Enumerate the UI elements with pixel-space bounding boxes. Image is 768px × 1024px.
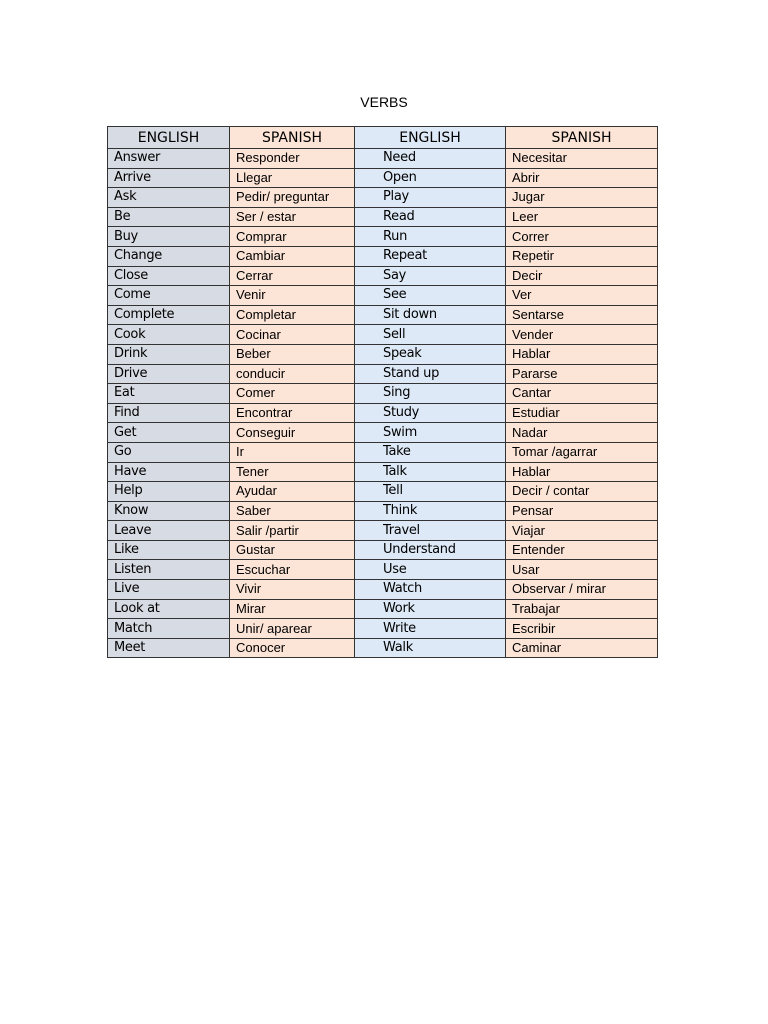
table-row bbox=[108, 482, 658, 502]
spanish-verb-cell: Ir bbox=[230, 442, 355, 462]
english-verb-cell: Watch bbox=[355, 580, 506, 600]
spanish-verb-cell: Repetir bbox=[506, 246, 658, 266]
spanish-verb-cell: Leer bbox=[506, 207, 658, 227]
spanish-verb-cell: Pedir/ preguntar bbox=[230, 188, 355, 208]
spanish-verb-cell: Tener bbox=[230, 462, 355, 482]
table-row bbox=[108, 286, 658, 306]
english-verb-cell: Talk bbox=[355, 462, 506, 482]
spanish-verb-cell: Vivir bbox=[230, 580, 355, 600]
english-verb-cell: Change bbox=[108, 246, 230, 266]
table-row bbox=[108, 227, 658, 247]
spanish-verb-cell: Vender bbox=[506, 325, 658, 345]
spanish-verb-cell: Unir/ aparear bbox=[230, 619, 355, 639]
english-verb-cell: See bbox=[355, 286, 506, 306]
spanish-verb-cell: Responder bbox=[230, 149, 355, 169]
english-verb-cell: Walk bbox=[355, 638, 506, 658]
spanish-verb-cell: Entender bbox=[506, 540, 658, 560]
english-verb-cell: Travel bbox=[355, 521, 506, 541]
english-verb-cell: Live bbox=[108, 580, 230, 600]
table-row bbox=[108, 638, 658, 658]
spanish-verb-cell: Conocer bbox=[230, 638, 355, 658]
spanish-verb-cell: Cantar bbox=[506, 384, 658, 404]
spanish-verb-cell: Usar bbox=[506, 560, 658, 580]
english-verb-cell: Drink bbox=[108, 344, 230, 364]
table-row bbox=[108, 540, 658, 560]
table-row bbox=[108, 149, 658, 169]
english-verb-cell: Find bbox=[108, 403, 230, 423]
english-verb-cell: Match bbox=[108, 619, 230, 639]
english-verb-cell: Open bbox=[355, 168, 506, 188]
spanish-verb-cell: Comer bbox=[230, 384, 355, 404]
spanish-verb-cell: Trabajar bbox=[506, 599, 658, 619]
spanish-verb-cell: Tomar /agarrar bbox=[506, 442, 658, 462]
spanish-verb-cell: Mirar bbox=[230, 599, 355, 619]
spanish-verb-cell: Caminar bbox=[506, 638, 658, 658]
page-title: VERBS bbox=[360, 94, 408, 110]
english-verb-cell: Write bbox=[355, 619, 506, 639]
english-verb-cell: Listen bbox=[108, 560, 230, 580]
header-english-1: ENGLISH bbox=[108, 127, 230, 149]
table-row bbox=[108, 325, 658, 345]
header-spanish-2: SPANISH bbox=[506, 127, 658, 149]
spanish-verb-cell: Beber bbox=[230, 344, 355, 364]
english-verb-cell: Read bbox=[355, 207, 506, 227]
spanish-verb-cell: Nadar bbox=[506, 423, 658, 443]
spanish-verb-cell: Decir bbox=[506, 266, 658, 286]
english-verb-cell: Need bbox=[355, 149, 506, 169]
english-verb-cell: Eat bbox=[108, 384, 230, 404]
header-english-2: ENGLISH bbox=[355, 127, 506, 149]
spanish-verb-cell: Estudiar bbox=[506, 403, 658, 423]
spanish-verb-cell: Observar / mirar bbox=[506, 580, 658, 600]
spanish-verb-cell: Llegar bbox=[230, 168, 355, 188]
english-verb-cell: Swim bbox=[355, 423, 506, 443]
english-verb-cell: Play bbox=[355, 188, 506, 208]
table-row bbox=[108, 521, 658, 541]
spanish-verb-cell: Salir /partir bbox=[230, 521, 355, 541]
english-verb-cell: Like bbox=[108, 540, 230, 560]
english-verb-cell: Study bbox=[355, 403, 506, 423]
table-row bbox=[108, 462, 658, 482]
table-row bbox=[108, 364, 658, 384]
table-row bbox=[108, 384, 658, 404]
spanish-verb-cell: Pararse bbox=[506, 364, 658, 384]
spanish-verb-cell: Escuchar bbox=[230, 560, 355, 580]
english-verb-cell: Speak bbox=[355, 344, 506, 364]
english-verb-cell: Work bbox=[355, 599, 506, 619]
english-verb-cell: Know bbox=[108, 501, 230, 521]
table-row bbox=[108, 423, 658, 443]
english-verb-cell: Leave bbox=[108, 521, 230, 541]
table-row bbox=[108, 305, 658, 325]
english-verb-cell: Arrive bbox=[108, 168, 230, 188]
english-verb-cell: Look at bbox=[108, 599, 230, 619]
english-verb-cell: Tell bbox=[355, 482, 506, 502]
english-verb-cell: Use bbox=[355, 560, 506, 580]
spanish-verb-cell: Correr bbox=[506, 227, 658, 247]
table-row bbox=[108, 560, 658, 580]
english-verb-cell: Ask bbox=[108, 188, 230, 208]
english-verb-cell: Complete bbox=[108, 305, 230, 325]
spanish-verb-cell: Cocinar bbox=[230, 325, 355, 345]
table-row bbox=[108, 344, 658, 364]
table-row bbox=[108, 501, 658, 521]
english-verb-cell: Repeat bbox=[355, 246, 506, 266]
table-row bbox=[108, 619, 658, 639]
spanish-verb-cell: Hablar bbox=[506, 462, 658, 482]
english-verb-cell: Think bbox=[355, 501, 506, 521]
english-verb-cell: Be bbox=[108, 207, 230, 227]
english-verb-cell: Close bbox=[108, 266, 230, 286]
english-verb-cell: Get bbox=[108, 423, 230, 443]
spanish-verb-cell: conducir bbox=[230, 364, 355, 384]
spanish-verb-cell: Conseguir bbox=[230, 423, 355, 443]
spanish-verb-cell: Escribir bbox=[506, 619, 658, 639]
table-row bbox=[108, 188, 658, 208]
english-verb-cell: Go bbox=[108, 442, 230, 462]
header-spanish-1: SPANISH bbox=[230, 127, 355, 149]
spanish-verb-cell: Decir / contar bbox=[506, 482, 658, 502]
table-row bbox=[108, 403, 658, 423]
english-verb-cell: Drive bbox=[108, 364, 230, 384]
english-verb-cell: Sell bbox=[355, 325, 506, 345]
spanish-verb-cell: Jugar bbox=[506, 188, 658, 208]
spanish-verb-cell: Cerrar bbox=[230, 266, 355, 286]
spanish-verb-cell: Gustar bbox=[230, 540, 355, 560]
spanish-verb-cell: Sentarse bbox=[506, 305, 658, 325]
verbs-table bbox=[107, 126, 658, 658]
table-row bbox=[108, 207, 658, 227]
table-body bbox=[108, 149, 658, 658]
spanish-verb-cell: Venir bbox=[230, 286, 355, 306]
english-verb-cell: Have bbox=[108, 462, 230, 482]
table-row bbox=[108, 599, 658, 619]
english-verb-cell: Say bbox=[355, 266, 506, 286]
table-row bbox=[108, 246, 658, 266]
english-verb-cell: Take bbox=[355, 442, 506, 462]
english-verb-cell: Sit down bbox=[355, 305, 506, 325]
english-verb-cell: Answer bbox=[108, 149, 230, 169]
spanish-verb-cell: Ser / estar bbox=[230, 207, 355, 227]
english-verb-cell: Sing bbox=[355, 384, 506, 404]
table-row bbox=[108, 266, 658, 286]
spanish-verb-cell: Cambiar bbox=[230, 246, 355, 266]
english-verb-cell: Cook bbox=[108, 325, 230, 345]
table-row bbox=[108, 442, 658, 462]
english-verb-cell: Help bbox=[108, 482, 230, 502]
english-verb-cell: Stand up bbox=[355, 364, 506, 384]
table-row bbox=[108, 168, 658, 188]
spanish-verb-cell: Saber bbox=[230, 501, 355, 521]
english-verb-cell: Come bbox=[108, 286, 230, 306]
table-row bbox=[108, 580, 658, 600]
spanish-verb-cell: Ayudar bbox=[230, 482, 355, 502]
spanish-verb-cell: Abrir bbox=[506, 168, 658, 188]
english-verb-cell: Run bbox=[355, 227, 506, 247]
spanish-verb-cell: Ver bbox=[506, 286, 658, 306]
header-row bbox=[108, 127, 658, 149]
english-verb-cell: Understand bbox=[355, 540, 506, 560]
spanish-verb-cell: Necesitar bbox=[506, 149, 658, 169]
spanish-verb-cell: Viajar bbox=[506, 521, 658, 541]
spanish-verb-cell: Pensar bbox=[506, 501, 658, 521]
spanish-verb-cell: Hablar bbox=[506, 344, 658, 364]
english-verb-cell: Meet bbox=[108, 638, 230, 658]
spanish-verb-cell: Comprar bbox=[230, 227, 355, 247]
english-verb-cell: Buy bbox=[108, 227, 230, 247]
spanish-verb-cell: Encontrar bbox=[230, 403, 355, 423]
spanish-verb-cell: Completar bbox=[230, 305, 355, 325]
